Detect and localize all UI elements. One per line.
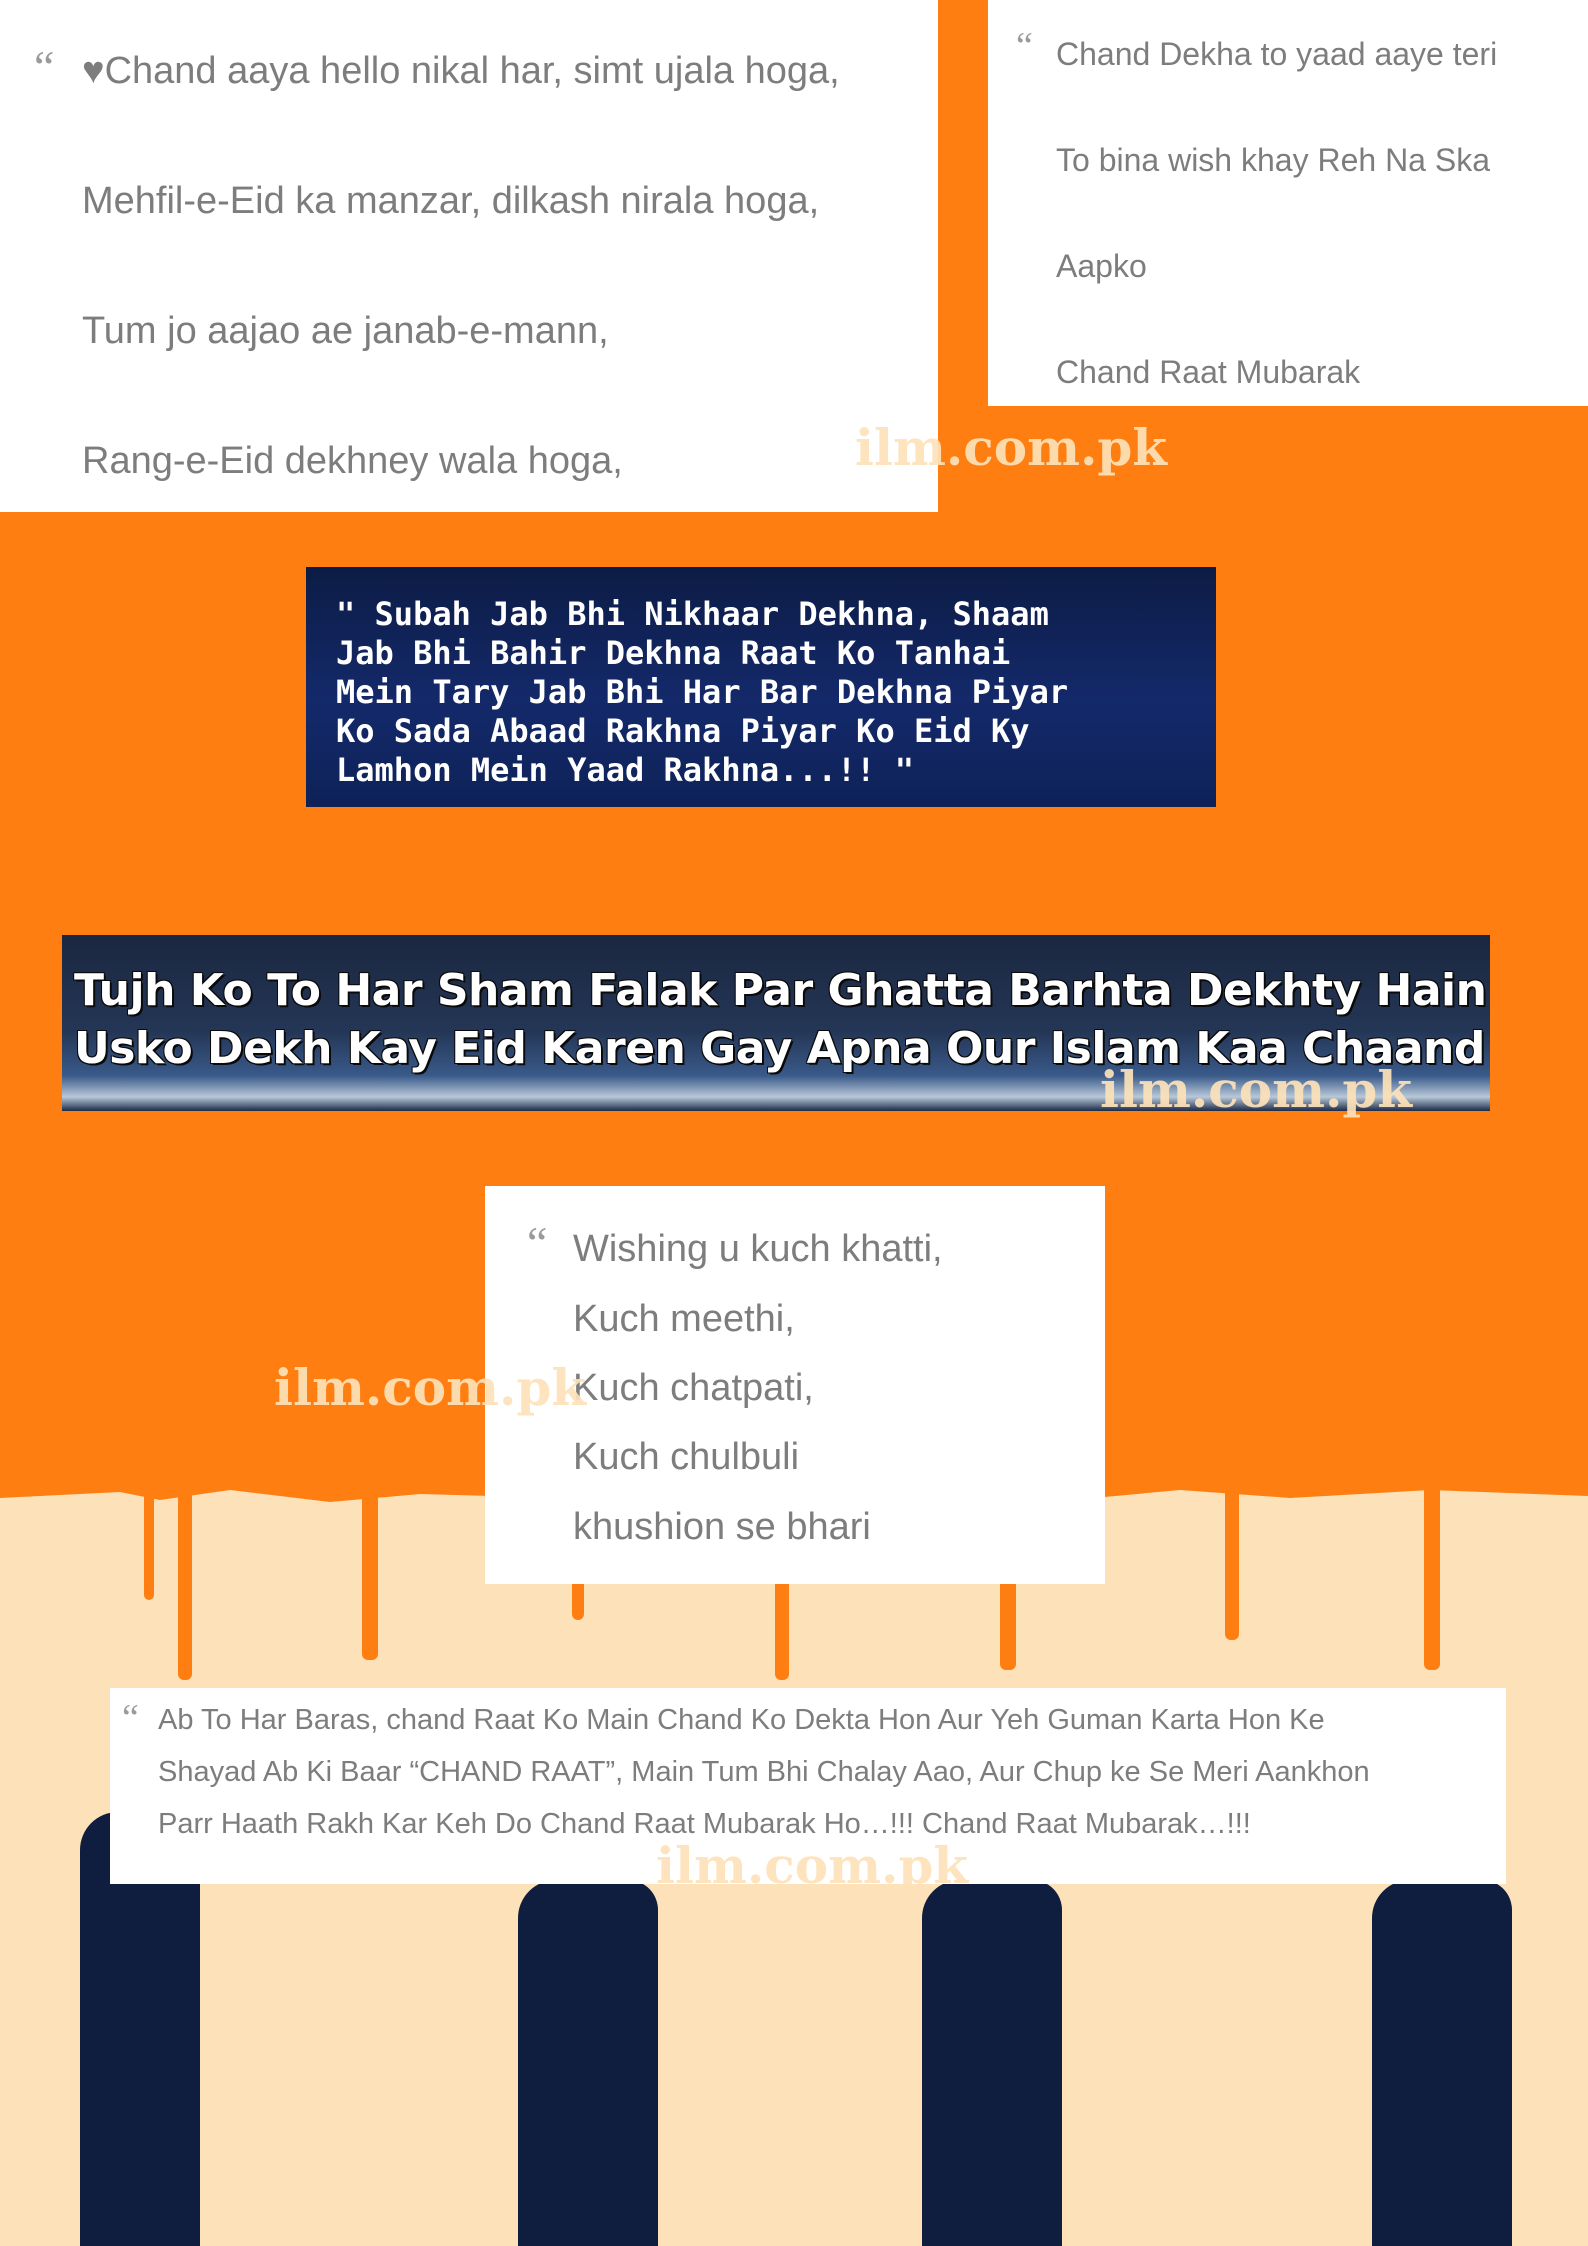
watermark-text: ilm.com.pk [1100, 1060, 1413, 1119]
watermark-text: ilm.com.pk [855, 418, 1168, 477]
quote-mark-icon: “ [1016, 25, 1033, 67]
quote-line: Jab Bhi Bahir Dekhna Raat Ko Tanhai [336, 634, 1011, 672]
banner-line: Tujh Ko To Har Sham Falak Par Ghatta Barhta Dekhty Hain [74, 965, 1487, 1016]
quote-mark-icon: “ [527, 1217, 548, 1268]
poem-line: Chand Raat Mubarak [1056, 354, 1361, 390]
poem-line: Kuch chulbuli [573, 1436, 800, 1478]
poem-line: Kuch chatpati, [573, 1367, 814, 1409]
navy-stripe [922, 1880, 1062, 2246]
paint-drip [1225, 1480, 1239, 1640]
quote-line: Mein Tary Jab Bhi Har Bar Dekhna Piyar [336, 673, 1069, 711]
poem-line: Wishing u kuch khatti, [573, 1228, 943, 1270]
poem-line: Kuch meethi, [573, 1298, 795, 1340]
poem-line: Shayad Ab Ki Baar “CHAND RAAT”, Main Tum Bhi Chalay Aao, Aur Chup ke Se Meri Aankhon [158, 1756, 1370, 1788]
poem-line: Chand Dekha to yaad aaye teri [1056, 36, 1498, 72]
poem-card-1 [0, 0, 938, 512]
paint-drip [1424, 1480, 1440, 1670]
quote-line: " Subah Jab Bhi Nikhaar Dekhna, Shaam [336, 595, 1049, 633]
navy-stripe [518, 1880, 658, 2246]
quote-line: Ko Sada Abaad Rakhna Piyar Ko Eid Ky [336, 712, 1030, 750]
quote-line: Lamhon Mein Yaad Rakhna...!! " [336, 751, 914, 789]
watermark-text: ilm.com.pk [274, 1358, 587, 1417]
poem-line: Tum jo aajao ae janab-e-mann, [82, 310, 609, 352]
navy-stripe [1372, 1880, 1512, 2246]
poem-line: Aapko [1056, 248, 1147, 284]
quote-mark-icon: “ [34, 41, 55, 92]
poem-line: Mehfil-e-Eid ka manzar, dilkash nirala hoga, [82, 180, 820, 222]
poem-line: To bina wish khay Reh Na Ska [1056, 142, 1490, 178]
quote-mark-icon: “ [122, 1697, 139, 1739]
poem-line: Ab To Har Baras, chand Raat Ko Main Chand Ko Dekta Hon Aur Yeh Guman Karta Hon Ke [158, 1704, 1325, 1736]
paint-drip [362, 1480, 378, 1660]
poem-line: khushion se bhari [573, 1506, 871, 1548]
poem-line: Parr Haath Rakh Kar Keh Do Chand Raat Mubarak Ho…!!! Chand Raat Mubarak…!!! [158, 1808, 1251, 1840]
paint-drip [144, 1480, 154, 1600]
poem-line: ♥Chand aaya hello nikal har, simt ujala hoga, [82, 50, 840, 92]
banner-line: Usko Dekh Kay Eid Karen Gay Apna Our Islam Kaa Chaand [74, 1023, 1485, 1074]
poem-line: Rang-e-Eid dekhney wala hoga, [82, 440, 623, 482]
paint-drip [178, 1480, 192, 1680]
poem-card-2 [988, 0, 1588, 406]
watermark-text: ilm.com.pk [656, 1836, 969, 1895]
quote-image-box [306, 567, 1216, 807]
